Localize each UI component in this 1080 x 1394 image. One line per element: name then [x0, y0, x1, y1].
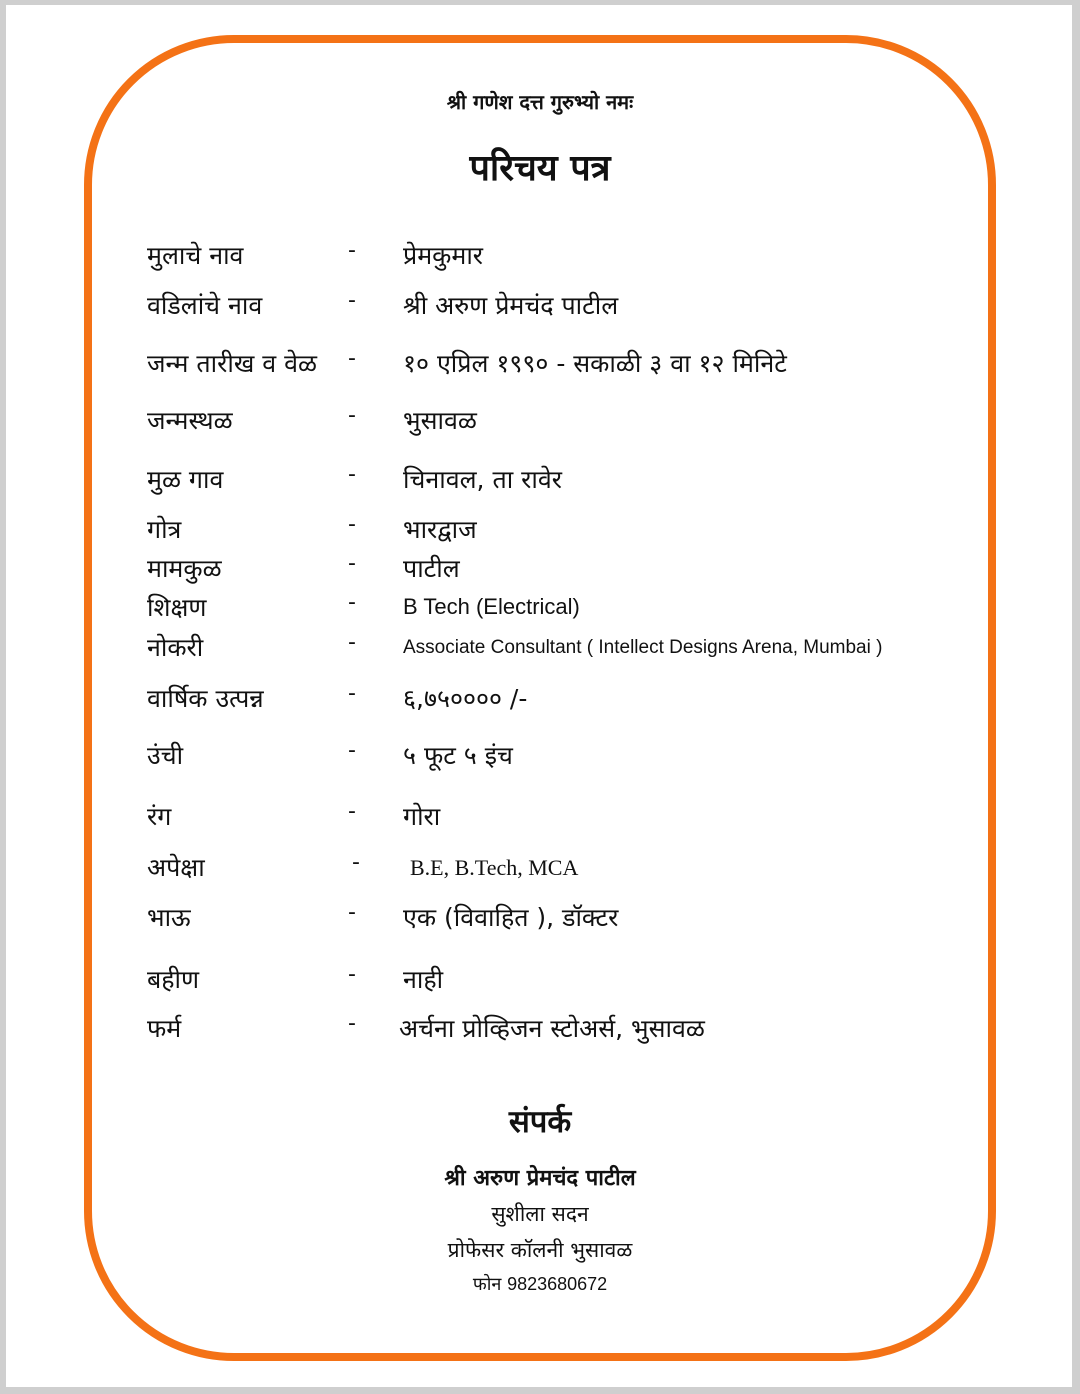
detail-row-job [0, 630, 1080, 670]
detail-label: फर्म [147, 1014, 182, 1043]
detail-value: श्री अरुण प्रेमचंद पाटील [403, 291, 619, 320]
separator: - [348, 551, 356, 576]
detail-value: प्रेमकुमार [403, 241, 484, 270]
contact-heading: संपर्क [508, 1104, 572, 1140]
detail-row-birth-date [0, 346, 1080, 386]
detail-label: शिक्षण [147, 593, 207, 622]
separator: - [348, 738, 356, 763]
phone-number: 9823680672 [507, 1274, 608, 1294]
separator: - [348, 630, 356, 655]
detail-value: भुसावळ [403, 406, 477, 435]
detail-row-complexion [0, 799, 1080, 839]
separator: - [348, 346, 356, 371]
detail-label: गोत्र [147, 515, 182, 544]
detail-label: अपेक्षा [147, 853, 205, 882]
detail-value: B Tech (Electrical) [403, 594, 580, 619]
detail-label: उंची [147, 741, 184, 770]
detail-row-annual-income [0, 681, 1080, 721]
detail-label: बहीण [147, 965, 200, 994]
detail-label: मुलाचे नाव [147, 241, 244, 270]
detail-row-expectation [0, 850, 1080, 890]
page-title: परिचय पत्र [469, 148, 611, 189]
detail-value: गोरा [403, 802, 441, 831]
detail-value: नाही [403, 965, 444, 994]
detail-value: अर्चना प्रोव्हिजन स्टोअर्स, भुसावळ [399, 1014, 705, 1043]
detail-row-mamkul [0, 551, 1080, 591]
contact-name: श्री अरुण प्रेमचंद पाटील [444, 1166, 636, 1191]
separator: - [348, 1011, 356, 1036]
separator: - [348, 900, 356, 925]
detail-label: जन्मस्थळ [147, 406, 233, 435]
detail-label: भाऊ [147, 903, 191, 932]
detail-value: एक (विवाहित ), डॉक्टर [403, 903, 619, 932]
detail-label: नोकरी [147, 633, 204, 662]
detail-row-education [0, 590, 1080, 630]
detail-row-birth-place [0, 403, 1080, 443]
detail-row-height [0, 738, 1080, 778]
detail-value: चिनावल, ता रावेर [403, 465, 562, 494]
detail-value: ५ फूट ५ इंच [403, 741, 513, 770]
contact-phone [0, 1272, 1080, 1296]
detail-label: वार्षिक उत्पन्न [147, 684, 264, 713]
phone-label: फोन [472, 1274, 502, 1295]
detail-row-firm [0, 1011, 1080, 1051]
separator: - [348, 962, 356, 987]
contact-house: सुशीला सदन [491, 1202, 589, 1226]
separator: - [348, 238, 356, 263]
separator: - [348, 403, 356, 428]
separator: - [348, 462, 356, 487]
invocation: श्री गणेश दत्त गुरुभ्यो नमः [446, 90, 634, 114]
separator: - [348, 799, 356, 824]
separator: - [348, 681, 356, 706]
detail-value: B.E, B.Tech, MCA [410, 855, 579, 880]
separator: - [352, 850, 360, 875]
detail-row-sister [0, 962, 1080, 1002]
detail-row-father-name [0, 288, 1080, 328]
detail-label: रंग [147, 802, 172, 831]
detail-row-gotra [0, 512, 1080, 552]
detail-row-native-village [0, 462, 1080, 502]
detail-value: १० एप्रिल १९९० - सकाळी ३ वा १२ मिनिटे [403, 349, 787, 378]
detail-label: मुळ गाव [147, 465, 224, 494]
separator: - [348, 288, 356, 313]
detail-label: वडिलांचे नाव [147, 291, 263, 320]
detail-value: पाटील [403, 554, 460, 583]
detail-label: मामकुळ [147, 554, 222, 583]
detail-row-brother [0, 900, 1080, 940]
separator: - [348, 512, 356, 537]
detail-value: ६,७५०००० /- [403, 684, 528, 713]
contact-address: प्रोफेसर कॉलनी भुसावळ [447, 1238, 633, 1262]
detail-value: Associate Consultant ( Intellect Designs Arena, Mumbai ) [403, 637, 883, 658]
detail-row-boy-name [0, 238, 1080, 278]
separator: - [348, 590, 356, 615]
detail-value: भारद्वाज [403, 515, 477, 544]
detail-label: जन्म तारीख व वेळ [147, 349, 317, 378]
